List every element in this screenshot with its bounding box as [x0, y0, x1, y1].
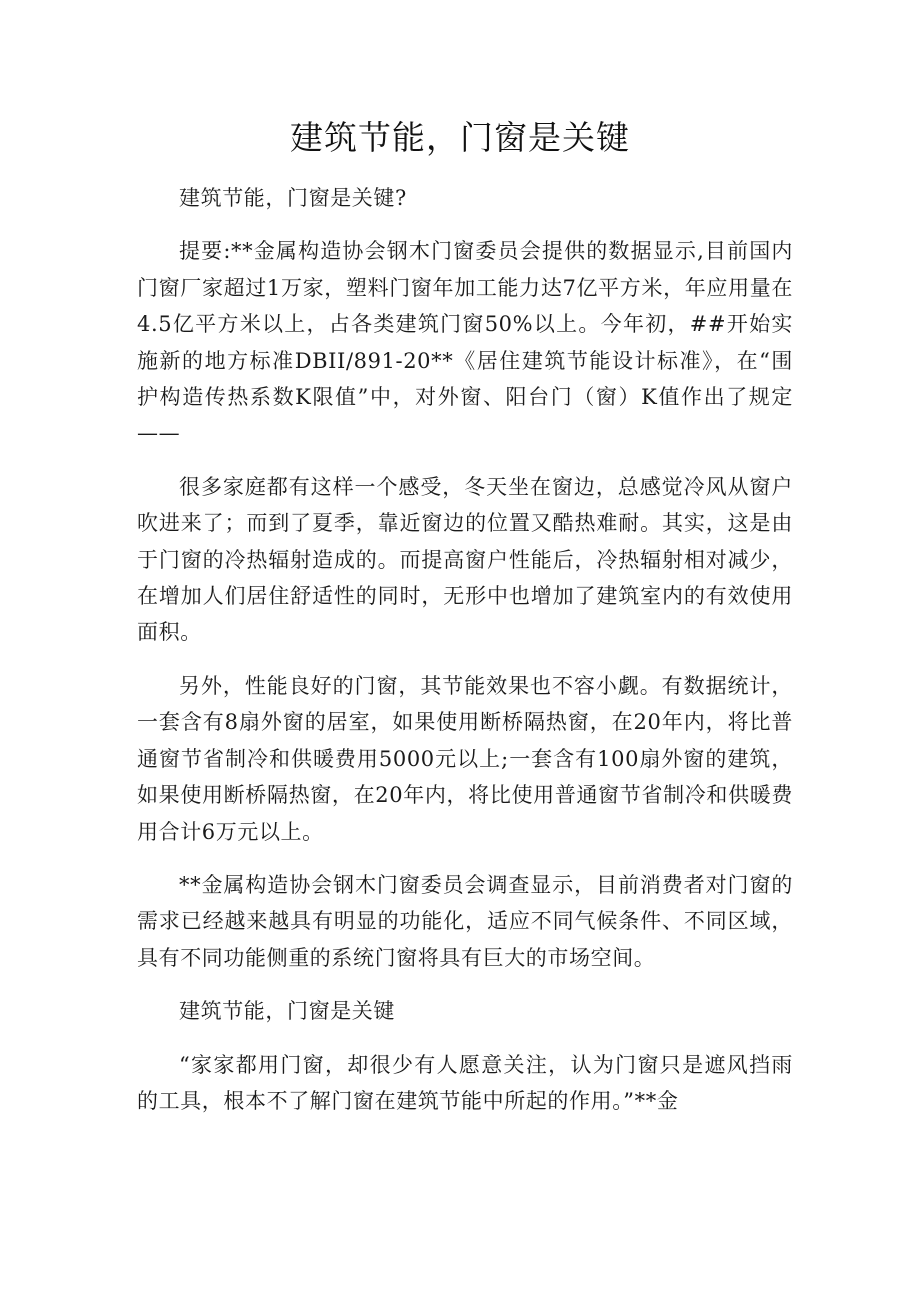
paragraph-subtitle: 建筑节能，门窗是关键? [179, 186, 407, 210]
document-body [137, 180, 793, 1136]
paragraph-survey: **金属构造协会钢木门窗委员会调查显示，目前消费者对门窗的需求已经越来越具有明显的功能化，适应不同气候条件、不同区域，具有不同功能侧重的系统门窗将具有巨大的市场空间。 [137, 872, 793, 970]
paragraph-section-heading: 建筑节能，门窗是关键 [179, 999, 395, 1024]
paragraph-quote: “家家都用门窗，却很少有人愿意关注，认为门窗只是遮风挡雨的工具，根本不了解门窗在建筑节能中所起的作用。”**金 [137, 1052, 793, 1113]
page-title: 建筑节能，门窗是关键 [290, 118, 630, 157]
paragraph-savings: 另外，性能良好的门窗，其节能效果也不容小觑。有数据统计，一套含有8扇外窗的居室，如果使用断桥隔热窗，在20年内，将比普通窗节省制冷和供暖费用5000元以上;一套含有100扇外窗的建筑，如果使用断桥隔热窗，在20年内，将比使用普通窗节省制冷和供暖费用合计6万元以上。 [137, 673, 793, 844]
paragraph-summary: 提要:**金属构造协会钢木门窗委员会提供的数据显示,目前国内门窗厂家超过1万家，塑料门窗年加工能力达7亿平方米，年应用量在4.5亿平方米以上，占各类建筑门窗50%以上。今年初，##开始实施新的地方标准DBII/891-20**《居住建筑节能设计标准》，在“围护构造传热系数K限值”中，对外窗、阳台门（窗）K值作出了规定—— [137, 239, 793, 446]
paragraph-comfort: 很多家庭都有这样一个感受，冬天坐在窗边，总感觉冷风从窗户吹进来了；而到了夏季，靠近窗边的位置又酷热难耐。其实，这是由于门窗的冷热辐射造成的。而提高窗户性能后，冷热辐射相对减少，在增加人们居住舒适性的同时，无形中也增加了建筑室内的有效使用面积。 [137, 474, 793, 645]
